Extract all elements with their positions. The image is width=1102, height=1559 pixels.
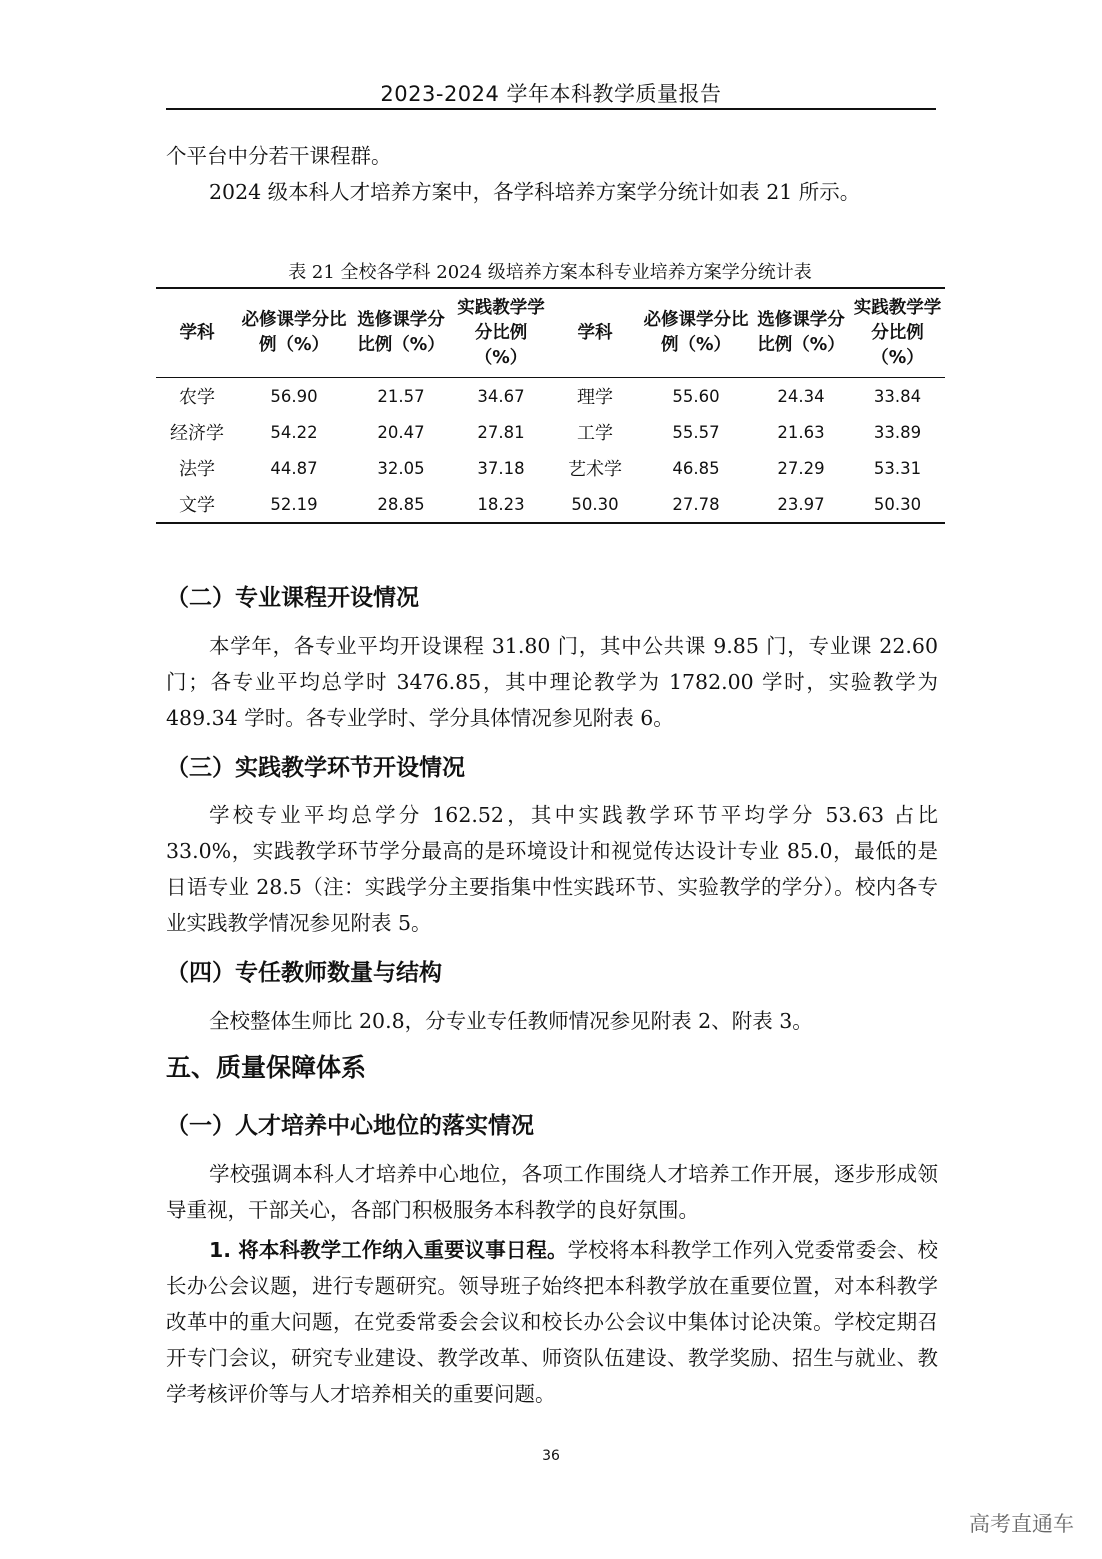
table-cell: 55.60 [672,386,720,406]
table-cell: 27.29 [777,458,825,478]
item-lead-bold: 1. 将本科教学工作纳入重要议事日程。 [209,1238,568,1262]
table-cell: 37.18 [477,458,525,478]
table-cell: 32.05 [377,458,425,478]
table-cell: 农学 [179,387,215,408]
table-cell: 18.23 [477,494,525,514]
table-cell: 20.47 [377,422,425,442]
table-cell: 经济学 [170,423,224,444]
table-cell: 28.85 [377,494,425,514]
section-body-practice-teaching: 学校专业平均总学分 162.52，其中实践教学环节平均学分 53.63 占比 33.0%，实践教学环节学分最高的是环境设计和视觉传达设计专业 85.0，最低的是日语专业 28.5（注：实践学分主要指集中性实践环节、实验教学的学分）。校内各专业实践教学情况参见附表 5。 [166,803,938,935]
section-heading-faculty: （四）专任教师数量与结构 [166,960,442,986]
table-cell: 50.30 [873,494,922,514]
section-heading-course-offering: （二）专业课程开设情况 [166,585,419,611]
chapter-heading-quality-assurance: 五、质量保障体系 [166,1053,367,1082]
intro-paragraph-2: 2024 级本科人才培养方案中，各学科培养方案学分统计如表 21 所示。 [209,180,861,204]
col-header: 学科 [577,322,613,343]
table-cell: 23.97 [777,494,825,514]
table-cell: 艺术学 [568,459,622,480]
item-paragraph-1 [166,1232,938,1412]
table-cell: 21.63 [777,422,825,442]
section-heading-talent-center: （一）人才培养中心地位的落实情况 [166,1113,534,1139]
table-cell: 44.87 [270,458,318,478]
section-heading-practice-teaching: （三）实践教学环节开设情况 [166,755,465,781]
table-cell: 56.90 [270,386,318,406]
watermark-text: 高考直通车 [969,1512,1074,1536]
table-cell: 法学 [179,459,215,480]
table-cell: 52.19 [270,494,318,514]
table-caption: 表 21 全校各学科 2024 级培养方案本科专业培养方案学分统计表 [288,262,812,283]
table-cell: 文学 [179,495,215,516]
report-header-title: 2023-2024 学年本科教学质量报告 [380,82,722,106]
table-cell: 54.22 [270,422,318,442]
table-cell: 33.89 [873,422,922,442]
col-header: 选修课学分比例（%） [757,310,845,355]
header-divider [166,108,936,110]
item-body-text: 学校将本科教学工作列入党委常委会、校长办公会议题，进行专题研究。领导班子始终把本科教学放在重要位置，对本科教学改革中的重大问题，在党委常委会会议和校长办公会议中集体讨论决策。学校定期召开专门会议，研究专业建设、教学改革、师资队伍建设、教学奖励、招生与就业、教学考核评价等与人才培养相关的重要问题。 [166,1238,938,1406]
table-row [156,378,945,415]
col-header: 选修课学分比例（%） [357,310,445,355]
table-cell: 50.30 [571,494,619,514]
table-cell: 27.78 [672,494,720,514]
page-number: 36 [542,1448,560,1464]
table-cell: 46.85 [672,458,720,478]
table-cell: 53.31 [873,458,922,478]
col-header: 学科 [179,322,215,343]
section-body-course-offering: 本学年，各专业平均开设课程 31.80 门，其中公共课 9.85 门，专业课 22.60 门；各专业平均总学时 3476.85，其中理论教学为 1782.00 学时，实验教学为 489.34 学时。各专业学时、学分具体情况参见附表 6。 [166,634,938,730]
table-cell: 24.34 [777,386,825,406]
table-cell: 34.67 [477,386,525,406]
section-body-talent-center: 学校强调本科人才培养中心地位，各项工作围绕人才培养工作开展，逐步形成领导重视，干部关心，各部门积极服务本科教学的良好氛围。 [166,1162,938,1222]
credits-table [156,287,945,524]
table-cell: 工学 [577,423,613,444]
col-header: 实践教学学分比例（%） [457,297,545,368]
col-header: 必修课学分比例（%） [643,310,749,355]
table-header-row [156,288,945,378]
section-body-faculty: 全校整体生师比 20.8，分专业专任教师情况参见附表 2、附表 3。 [209,1009,813,1033]
col-header: 实践教学学分比例（%） [853,297,942,368]
table-cell: 55.57 [672,422,720,442]
table-row [156,450,945,486]
col-header: 必修课学分比例（%） [241,310,347,355]
table-row [156,486,945,523]
table-row [156,414,945,450]
table-cell: 理学 [577,387,613,408]
table-cell: 33.84 [873,386,922,406]
intro-paragraph-1: 个平台中分若干课程群。 [166,144,392,168]
table-cell: 27.81 [477,422,525,442]
table-cell: 21.57 [377,386,425,406]
